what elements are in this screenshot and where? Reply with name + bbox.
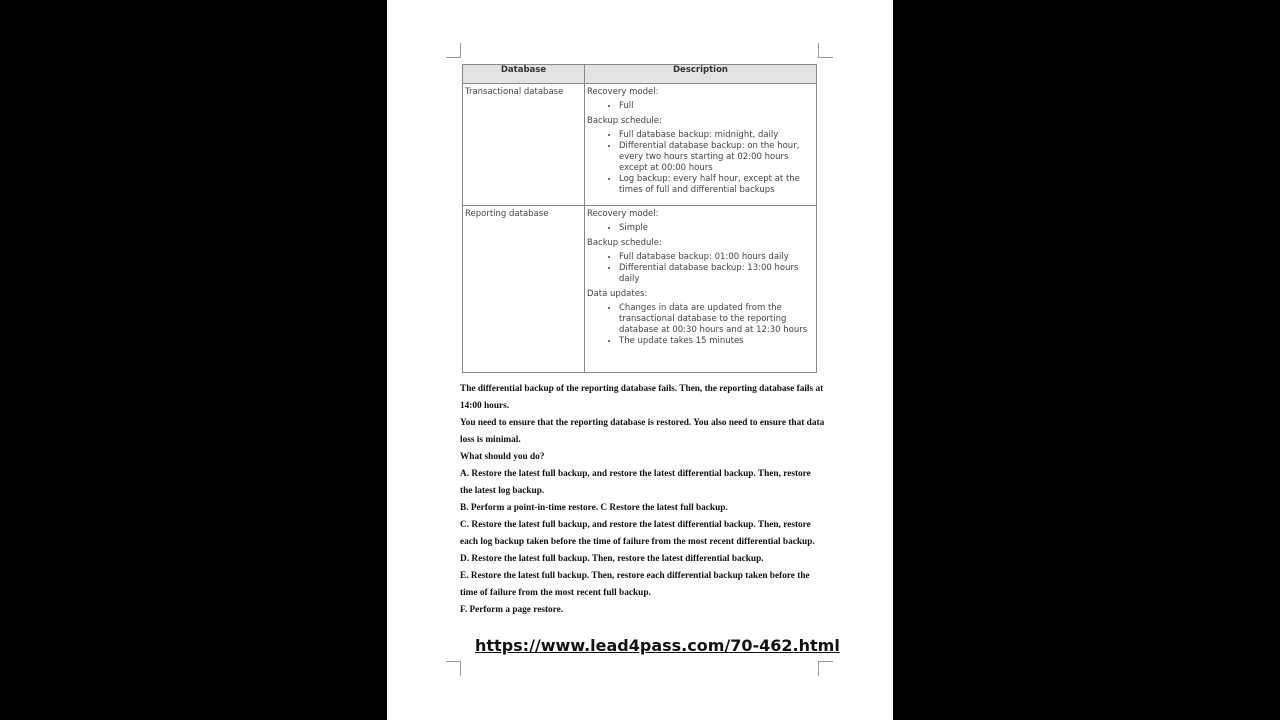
list-item: • Full database backup: 01:00 hours daily (619, 252, 814, 263)
bullet-list (587, 130, 814, 196)
question-scenario: The differential backup of the reporting database fails. Then, the reporting database fails at 14:00 hours. (460, 384, 824, 411)
section-title: Backup schedule: (587, 116, 662, 126)
bullet-list (587, 252, 814, 285)
answer-option-d: D. Restore the latest full backup. Then, restore the latest differential backup. (460, 554, 764, 564)
crop-mark-bottom-right (818, 661, 833, 676)
answer-option-b: B. Perform a point-in-time restore. C Restore the latest full backup. (460, 503, 728, 513)
list-item: • Full (619, 101, 814, 112)
crop-mark-top-right (818, 43, 833, 58)
answer-option-e: E. Restore the latest full backup. Then, restore each differential backup taken before the time of failure from the most recent full backup. (460, 571, 810, 598)
crop-mark-bottom-left (446, 661, 461, 676)
question-block (460, 381, 825, 619)
database-name: Transactional database (463, 84, 585, 206)
list-item: • Log backup: every half hour, except at the times of full and differential backups (619, 174, 814, 196)
database-description (585, 84, 817, 206)
table-header-row (463, 65, 817, 84)
section-title: Recovery model: (587, 209, 659, 219)
document-page (387, 0, 893, 720)
database-name: Reporting database (463, 206, 585, 373)
source-link[interactable]: https://www.lead4pass.com/70-462.html (475, 636, 840, 655)
section-title: Backup schedule: (587, 238, 662, 248)
database-table (462, 64, 817, 373)
crop-mark-top-left (446, 43, 461, 58)
header-description: Description (585, 65, 817, 84)
section-title: Recovery model: (587, 87, 659, 97)
bullet-list (587, 223, 814, 234)
bullet-list (587, 101, 814, 112)
bullet-list (587, 303, 814, 347)
table-row (463, 206, 817, 373)
table-row (463, 84, 817, 206)
list-item: • Differential database backup: 13:00 hours daily (619, 263, 814, 285)
header-database: Database (463, 65, 585, 84)
section-title: Data updates: (587, 289, 648, 299)
question-requirement: You need to ensure that the reporting database is restored. You also need to ensure that data loss is minimal. (460, 418, 825, 445)
list-item: • Simple (619, 223, 814, 234)
answer-option-a: A. Restore the latest full backup, and restore the latest differential backup. Then, restore the latest log backup. (460, 469, 811, 496)
list-item: • The update takes 15 minutes (619, 336, 814, 347)
answer-option-f: F. Perform a page restore. (460, 605, 564, 615)
answer-option-c: C. Restore the latest full backup, and restore the latest differential backup. Then, restore each log backup taken before the time of failure from the most recent differential backup. (460, 520, 815, 547)
list-item: • Full database backup: midnight, daily (619, 130, 814, 141)
database-description (585, 206, 817, 373)
list-item: • Differential database backup: on the hour, every two hours starting at 02:00 hours except at 00:00 hours (619, 141, 814, 174)
list-item: • Changes in data are updated from the transactional database to the reporting database at 00:30 hours and at 12:30 hours (619, 303, 814, 336)
question-prompt: What should you do? (460, 452, 545, 462)
